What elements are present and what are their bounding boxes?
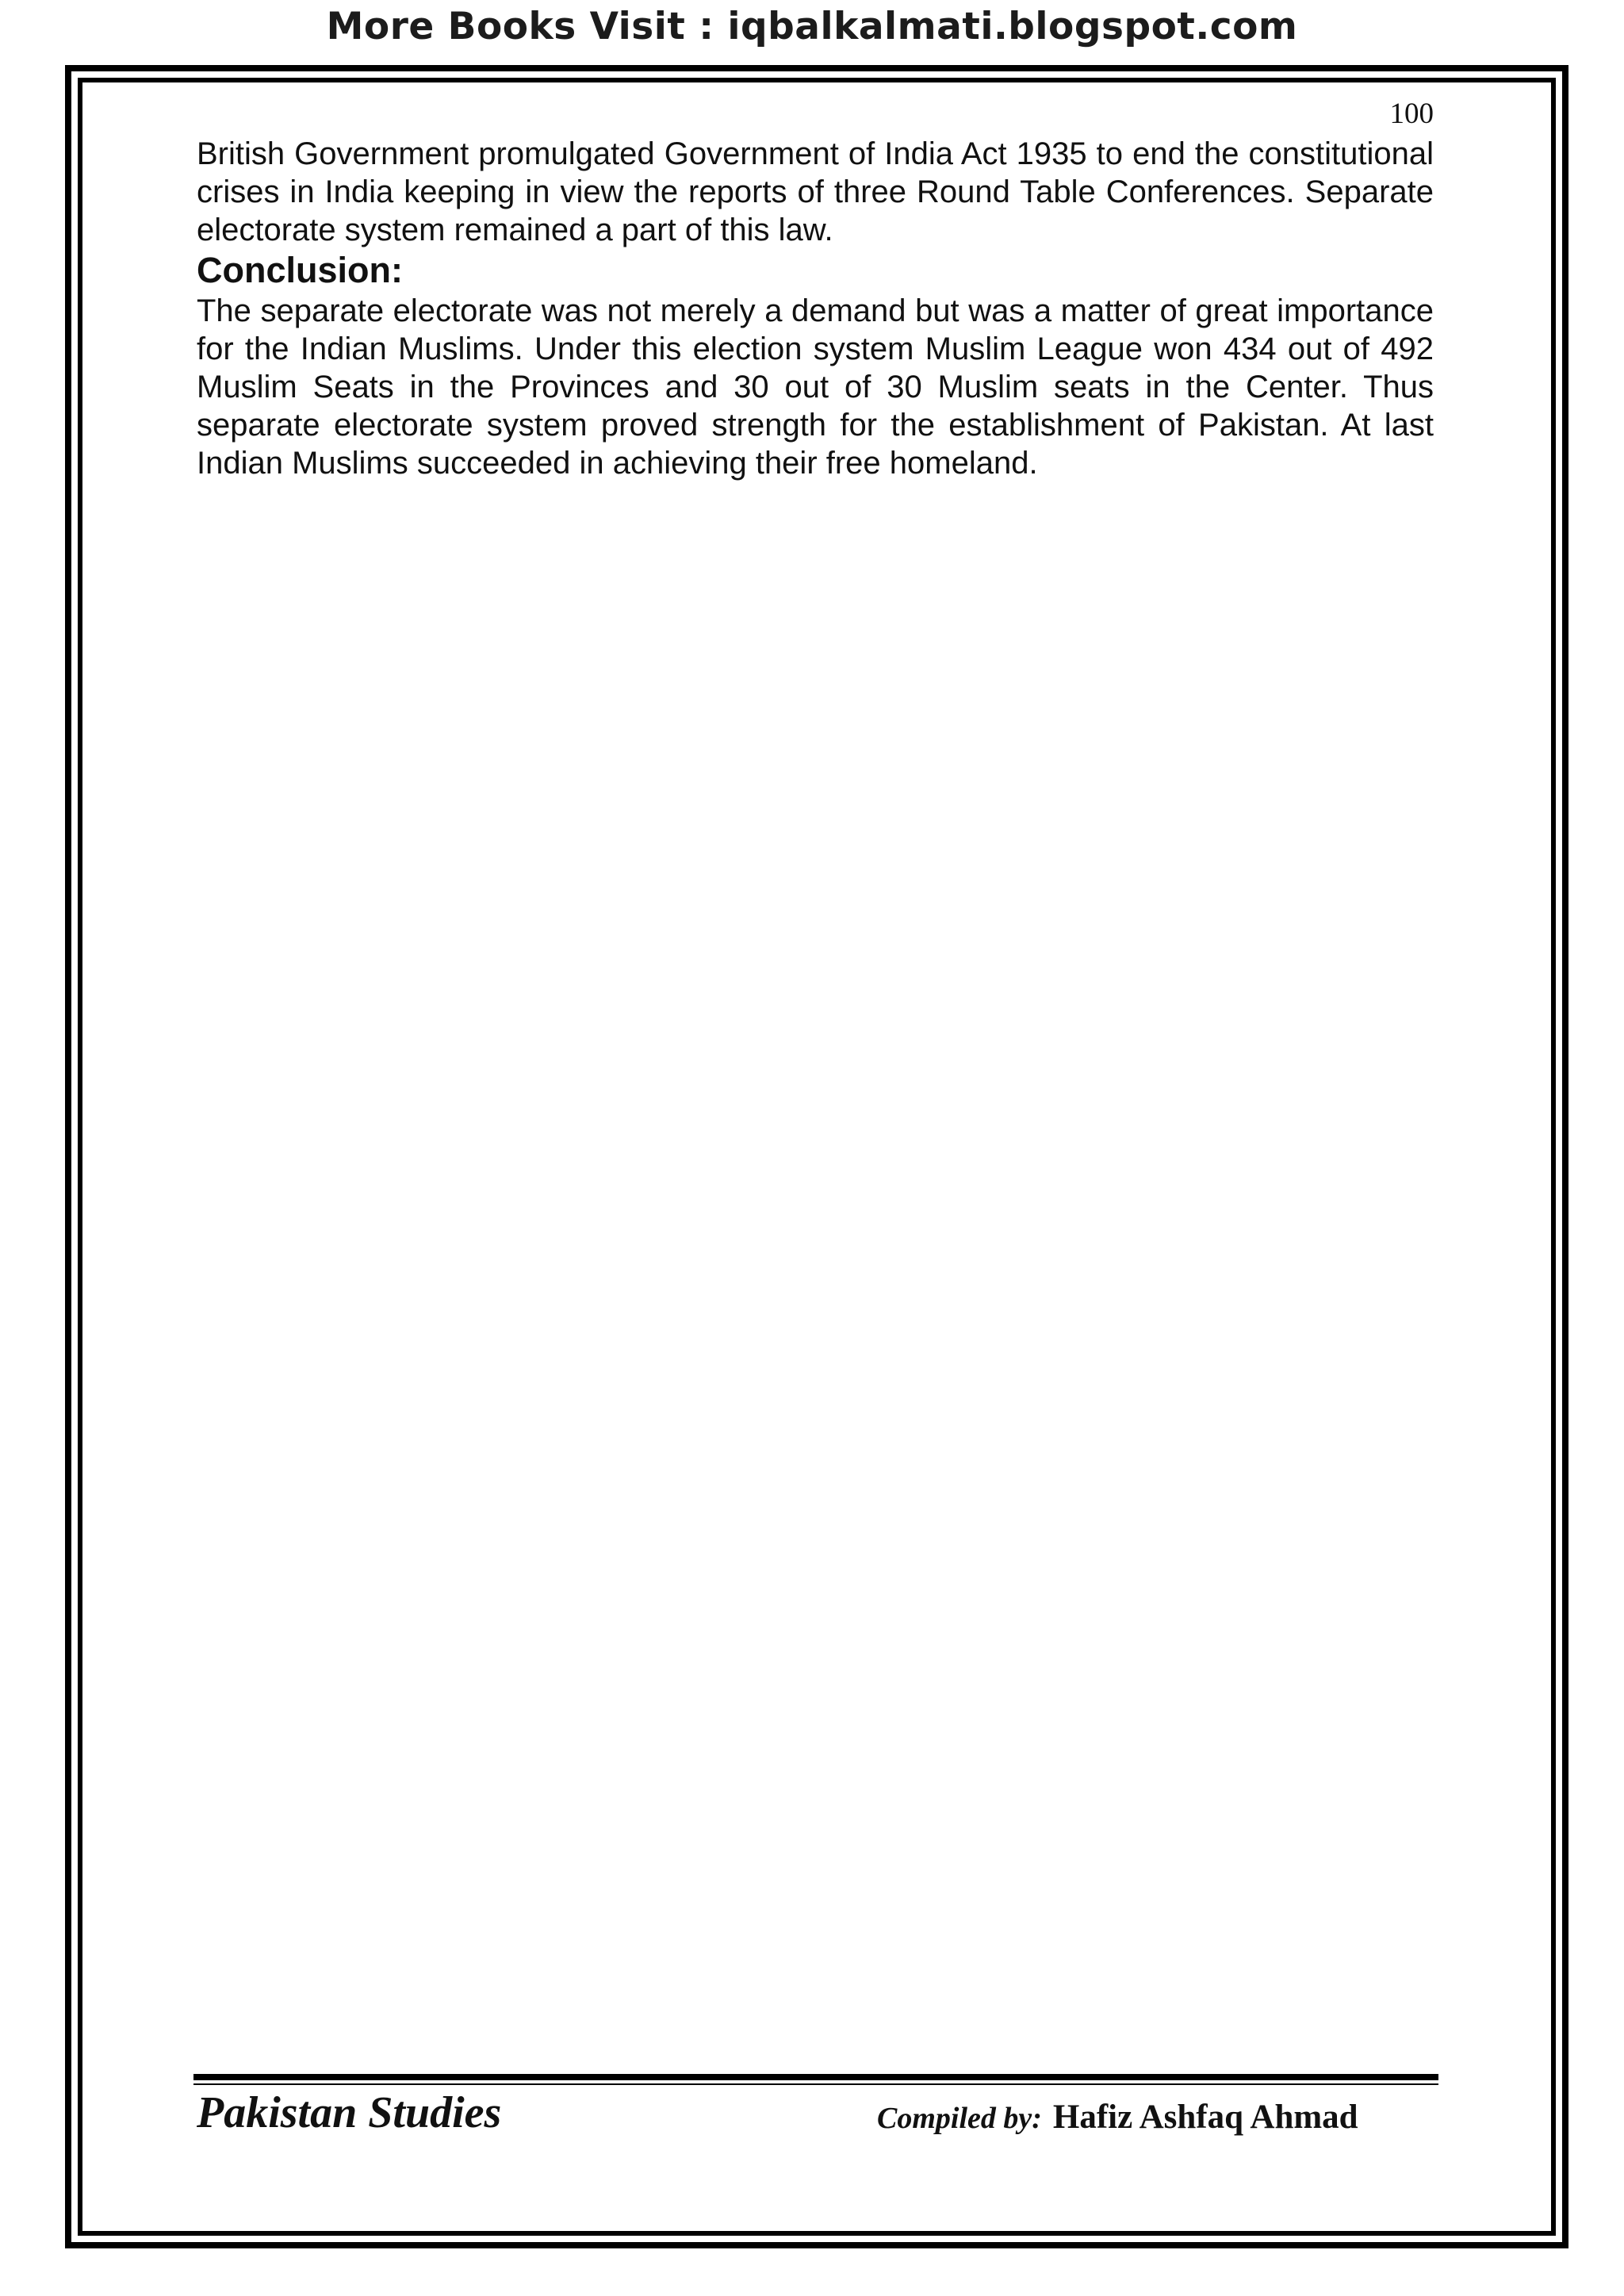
site-banner: More Books Visit : iqbalkalmati.blogspot.com <box>326 5 1298 48</box>
page-number: 100 <box>1389 98 1434 130</box>
book-title: Pakistan Studies <box>197 2088 502 2137</box>
footer-rule-thin <box>193 2083 1438 2085</box>
page-content <box>197 135 1434 482</box>
footer-rule-thick <box>193 2074 1438 2080</box>
compiled-by-label: Compiled by: <box>877 2102 1042 2135</box>
compiler-name: Hafiz Ashfaq Ahmad <box>1052 2099 1358 2136</box>
intro-paragraph: British Government promulgated Government of India Act 1935 to end the constitutional crises in India keeping in view the reports of three Round Table Conferences. Separate electorate system remained a part of this law. <box>197 136 1434 247</box>
conclusion-paragraph: The separate electorate was not merely a demand but was a matter of great importance for the Indian Muslims. Under this election system Muslim League won 434 out of 492 Muslim Seats in the Provinces and 30 out of 30 Muslim seats in the Center. Thus separate electorate system proved strength for the establishment of Pakistan. At last Indian Muslims succeeded in achieving their free homeland. <box>197 293 1434 481</box>
conclusion-heading: Conclusion: <box>197 250 403 290</box>
compiled-by <box>877 2098 1358 2137</box>
